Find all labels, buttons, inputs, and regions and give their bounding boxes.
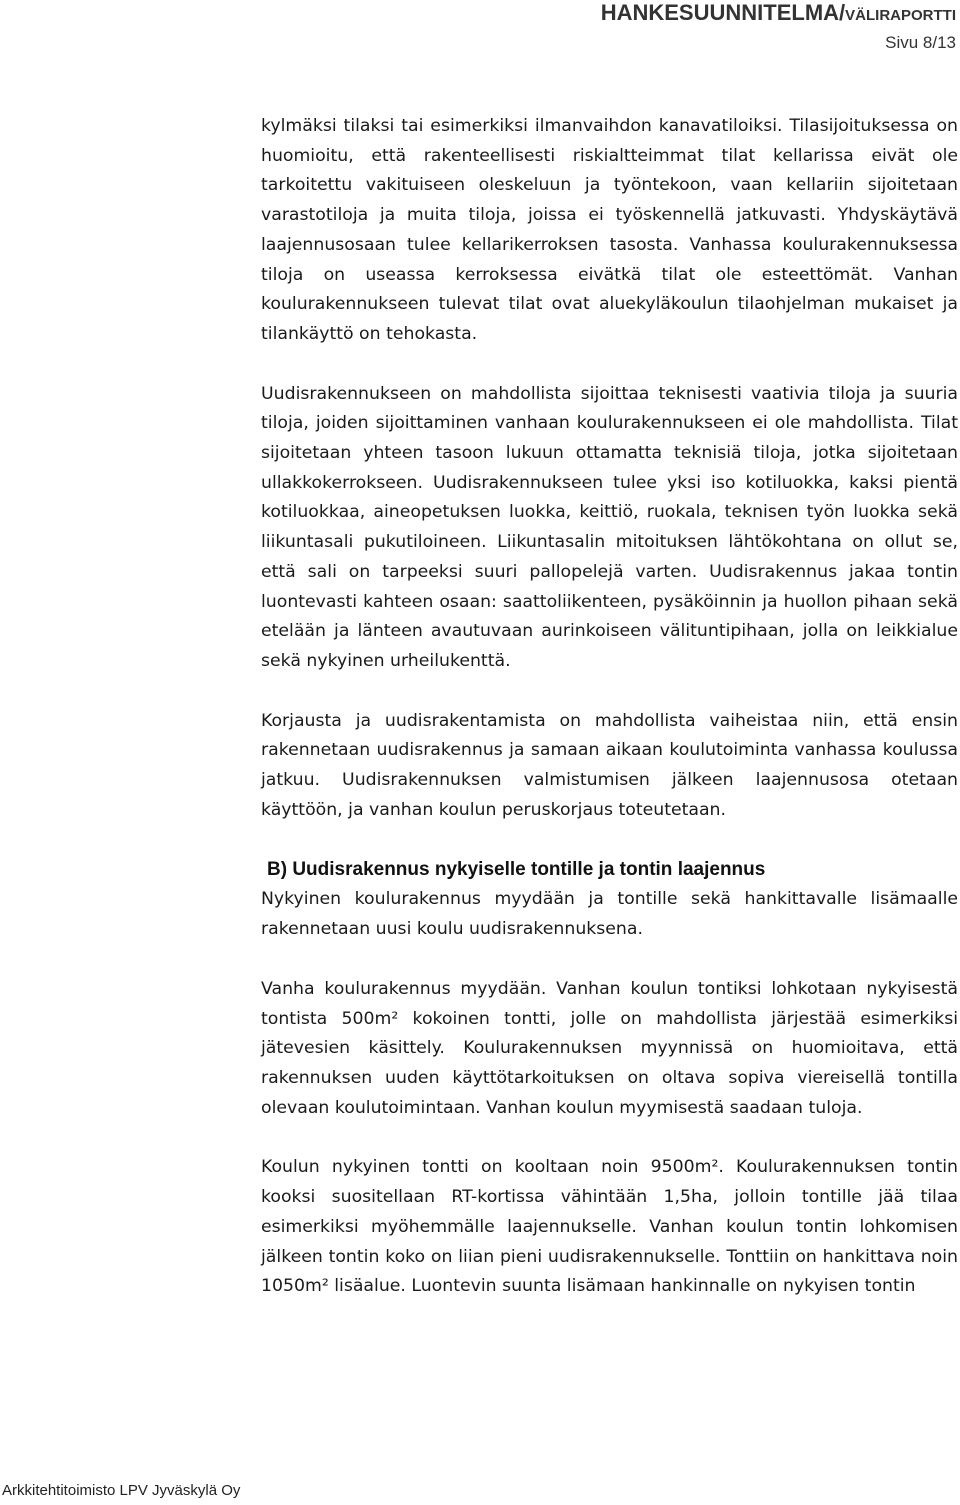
page-header bbox=[256, 0, 956, 55]
document-title bbox=[256, 0, 956, 29]
page-footer: Arkkitehtitoimisto LPV Jyväskylä Oy bbox=[2, 1482, 241, 1499]
document-title-sub: VÄLIRAPORTTI bbox=[845, 7, 956, 24]
paragraph-6: Koulun nykyinen tontti on kooltaan noin 9500m². Koulurakennuksen tontin kooksi suositellaan RT-kortissa vähintään 1,5ha, jolloin tontille jää tilaa esimerkiksi myöhemmälle laajennukselle. Vanhan koulun tontin lohkomisen jälkeen tontin koko on liian pieni uudisrakennukselle. Tonttiin on hankittava noin 1050m² lisäalue. Luontevin suunta lisämaan hankinnalle on nykyisen tontin bbox=[261, 1157, 958, 1297]
paragraph-4: Nykyinen koulurakennus myydään ja tontille sekä hankittavalle lisämaalle rakennetaan uusi koulu uudisrakennuksena. bbox=[261, 889, 958, 940]
document-body bbox=[261, 112, 958, 1302]
document-title-main: HANKESUUNNITELMA/ bbox=[600, 0, 846, 25]
section-heading-b: B) Uudisrakennus nykyiselle tontille ja tontin laajennus bbox=[267, 859, 766, 881]
paragraph-3: Korjausta ja uudisrakentamista on mahdollista vaiheistaa niin, että ensin rakennetaan uudisrakennus ja samaan aikaan koulutoiminta vanhassa koulussa jatkuu. Uudisrakennuksen valmistumisen jälkeen laajennusosa otetaan käyttöön, ja vanhan koulun peruskorjaus toteutetaan. bbox=[261, 710, 958, 820]
paragraph-5: Vanha koulurakennus myydään. Vanhan koulun tontiksi lohkotaan nykyisestä tontista 500m² kokoinen tontti, jolle on mahdollista järjestää esimerkiksi jätevesien käsittely. Koulurakennuksen myynnissä on huomioitava, että rakennuksen uuden käyttötarkoituksen on oltava sopiva viereisellä tontilla olevaan koulutoimintaan. Vanhan koulun myymisestä saadaan tuloja. bbox=[261, 978, 958, 1118]
paragraph-1: kylmäksi tilaksi tai esimerkiksi ilmanvaihdon kanavatiloiksi. Tilasijoituksessa on huomioitu, että rakenteellisesti riskialtteimmat tilat kellarissa eivät ole tarkoitettu vakituiseen oleskeluun ja työntekoon, vaan kellariin sijoitetaan varastotiloja ja muita tiloja, joissa ei työskennellä jatkuvasti. Yhdyskäytävä laajennusosaan tulee kellarikerroksen tasosta. Vanhassa koulurakennuksessa tiloja on useassa kerroksessa eivätkä tilat ole esteettömät. Vanhan koulurakennukseen tulevat tilat ovat aluekyläkoulun tilaohjelman mukaiset ja tilankäyttö on tehokasta. bbox=[261, 116, 958, 344]
paragraph-2: Uudisrakennukseen on mahdollista sijoittaa teknisesti vaativia tiloja ja suuria tiloja, joiden sijoittaminen vanhaan koulurakennukseen ei ole mahdollista. Tilat sijoitetaan yhteen tasoon lukuun ottamatta teknisiä tiloja, jotka sijoitetaan ullakkokerrokseen. Uudisrakennukseen tulee yksi iso kotiluokka, kaksi pientä kotiluokkaa, aineopetuksen luokka, keittiö, ruokala, teknisen työn luokka sekä liikuntasali pukutiloineen. Liikuntasalin mitoituksen lähtökohtana on ollut se, että sali on tarpeeksi suuri pallopelejä varten. Uudisrakennus jakaa tontin luontevasti kahteen osaan: saattoliikenteen, pysäköinnin ja huollon pihaan sekä etelään ja länteen avautuvaan aurinkoiseen välituntipihaan, jolla on leikkialue sekä nykyinen urheilukenttä. bbox=[261, 383, 958, 671]
page-number: Sivu 8/13 bbox=[885, 33, 956, 52]
